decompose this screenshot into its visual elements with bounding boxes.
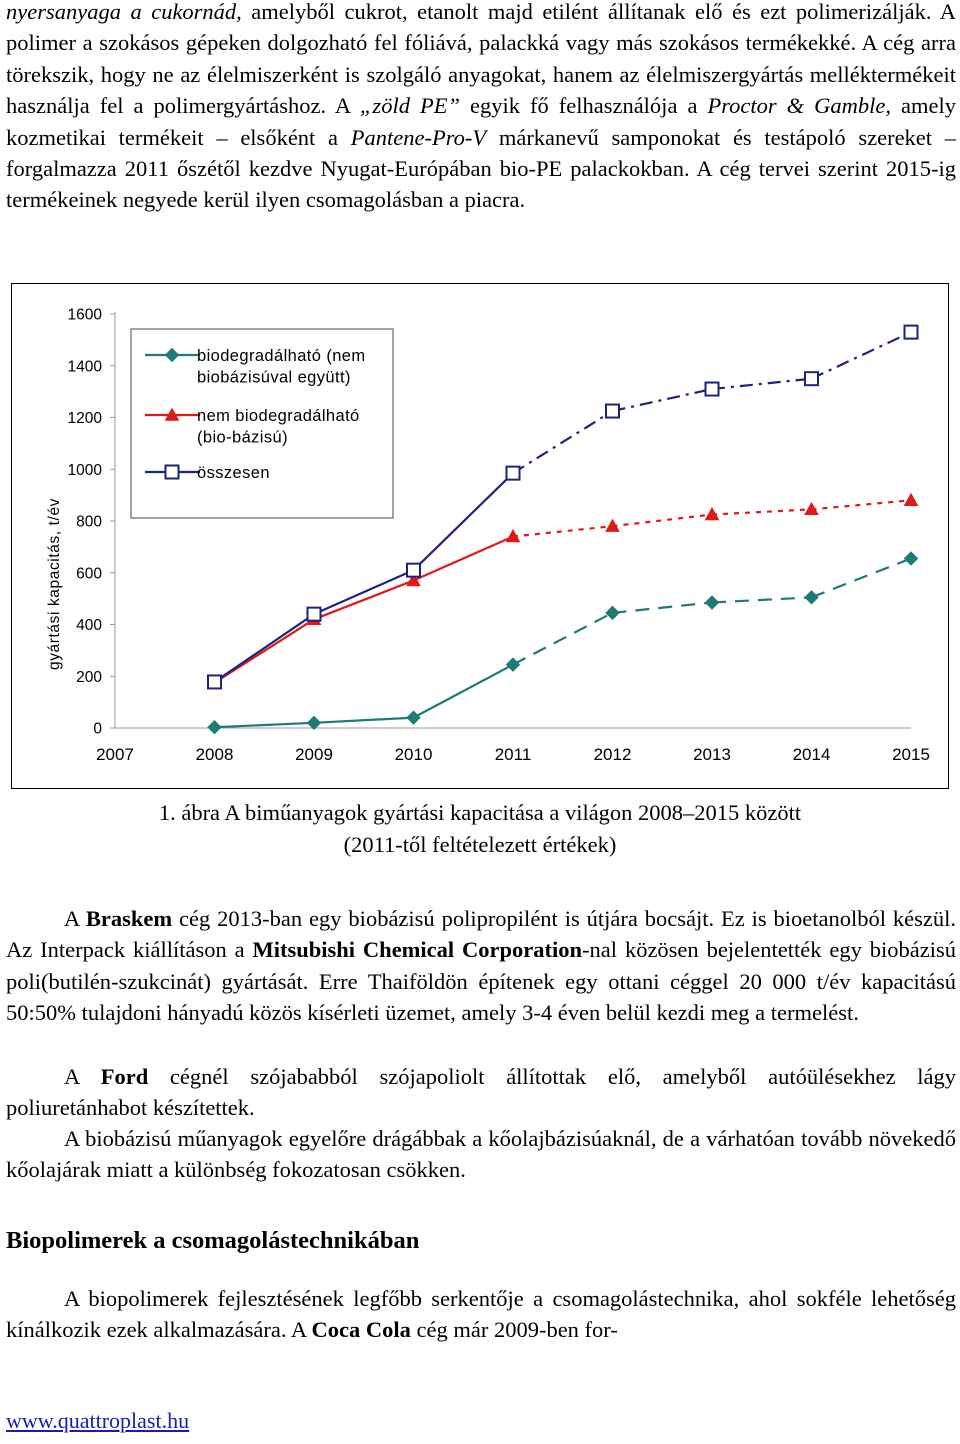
legend xyxy=(131,329,393,518)
p3-text-a: A xyxy=(64,1064,101,1089)
y-tick-label: 1000 xyxy=(67,461,102,479)
y-tick-label: 400 xyxy=(76,617,102,634)
series-segment xyxy=(513,613,613,665)
p2-mitsubishi: Mitsubishi Chemical Corporation xyxy=(252,937,583,963)
intro-text-2: egyik fő felhasználója a xyxy=(459,93,708,119)
x-tick-label: 2012 xyxy=(593,745,632,764)
series-segment xyxy=(812,332,912,379)
series-segment xyxy=(613,515,713,527)
series-segment xyxy=(613,603,713,613)
paragraph-price: A biobázisú műanyagok egyelőre drágábbak a kőolajbázisúaknál, de a várhatóan tovább növekedő kőolajárak miatt a különbség fokozatosan csökken. xyxy=(6,1126,956,1183)
series-segment xyxy=(513,526,613,536)
diamond-marker xyxy=(905,552,918,565)
intro-italic-start: nyersanyaga a cukornád, xyxy=(6,0,242,24)
y-tick-label: 1400 xyxy=(67,358,102,376)
diamond-marker xyxy=(208,721,221,734)
intro-text-1: amelyből cukrot, etanolt majd etilént állítanak elő és ezt polimerizálják. A polimer a szokásos gépeken dolgozható fel fóliává, palackká vagy más szokásos termékekké. A cég arra törekszik, hogy ne az élelmiszerként is szolgáló anyagokat, hanem az élelmiszergyártás melléktermékeit használja fel a polimergyártáshoz. A xyxy=(6,0,956,119)
series-segment xyxy=(215,723,315,727)
square-marker xyxy=(308,608,321,621)
diamond-marker xyxy=(805,591,818,604)
series-segment xyxy=(613,389,713,411)
p5-text-a: A biopolimerek fejlesztésének legfőbb serkentője a csomagolástechnika, ahol sokféle lehetőség kínálkozik ezek alkalmazására. A xyxy=(6,1286,956,1343)
series-segment xyxy=(314,718,414,723)
x-tick-label: 2010 xyxy=(394,745,433,764)
y-axis-label: gyártási kapacitás, t/év xyxy=(46,497,63,671)
y-tick-label: 0 xyxy=(93,720,102,738)
square-marker xyxy=(805,372,818,385)
p5-text-c: cég már 2009-ben for- xyxy=(410,1317,618,1343)
square-marker xyxy=(166,466,179,479)
series-segment xyxy=(812,500,912,509)
p3-ford: Ford xyxy=(100,1064,149,1089)
series-segment xyxy=(513,411,613,473)
capacity-line-chart xyxy=(12,284,950,790)
figure-caption-line2: (2011-től feltételezett értékek) xyxy=(343,832,617,857)
intro-paragraph xyxy=(6,0,956,216)
square-marker xyxy=(407,564,420,577)
x-tick-label: 2008 xyxy=(195,745,234,764)
x-tick-label: 2015 xyxy=(892,745,930,764)
paragraph-packaging xyxy=(6,1283,956,1346)
diamond-marker xyxy=(308,716,321,729)
legend-label: biobázisúval együtt) xyxy=(197,368,351,387)
series-segment xyxy=(712,379,812,389)
series-segment xyxy=(712,509,812,514)
square-marker xyxy=(606,405,619,418)
x-axis xyxy=(96,728,930,764)
paragraph-braskem xyxy=(6,903,956,1029)
legend-label: (bio-bázisú) xyxy=(197,428,288,447)
series-segment xyxy=(712,597,812,602)
intro-zold-pe: „zöld PE” xyxy=(359,93,460,119)
square-marker xyxy=(507,467,520,480)
legend-label: biodegradálható (nem xyxy=(197,347,366,365)
series-segment xyxy=(314,570,414,614)
p2-text-e: -nal közösen bejelentették egy biobázisú poli(butilén-szukcinát) gyártását. Erre Thaiföldön építenek egy ottani céggel 20 000 t/év kapacitású 50:50% tulajdoni hányadú közös kísérleti üzemet, amely 3-4 éven belül kezdi meg a termelést. xyxy=(6,937,957,1026)
p2-braskem: Braskem xyxy=(85,906,173,931)
p2-text-a: A xyxy=(64,906,86,931)
p3-text-c: cégnél szójababból szójapoliolt állítottak elő, amelyből autóülésekhez lágy poliuretánhabot készítettek. xyxy=(6,1064,956,1121)
series-segment xyxy=(215,614,315,682)
legend-label: nem biodegradálható xyxy=(197,407,360,425)
p5-coca-cola: Coca Cola xyxy=(311,1317,411,1343)
diamond-marker xyxy=(706,596,719,609)
section-heading: Biopolimerek a csomagolástechnikában xyxy=(6,1227,420,1254)
series-segment xyxy=(215,619,315,682)
paragraph-ford xyxy=(6,1061,956,1124)
y-axis xyxy=(68,307,115,738)
series-segment xyxy=(414,665,514,718)
triangle-marker xyxy=(905,494,918,506)
x-tick-label: 2007 xyxy=(96,745,134,764)
intro-proctor-gamble: Proctor & Gamble xyxy=(707,93,886,119)
legend-label: összesen xyxy=(197,464,270,482)
chart-frame xyxy=(11,283,949,789)
intro-text-4: márkanevű samponokat és testápoló szereket – forgalmazza 2011 őszétől kezdve Nyugat-Európában bio-PE palackokban. A cég tervei szerint 2015-ig termékeinek negyede kerül ilyen csomagolásban a piacra. xyxy=(6,124,957,213)
diamond-marker xyxy=(606,606,619,619)
x-tick-label: 2013 xyxy=(693,745,731,764)
square-marker xyxy=(905,326,918,339)
y-tick-label: 1600 xyxy=(67,306,102,324)
series-segment xyxy=(314,581,414,620)
p2-text-c: cég 2013-ban egy biobázisú polipropilént is útjára bocsájt. Ez is bioetanolból készül. Az Interpack kiállításon a xyxy=(6,906,956,963)
diamond-marker xyxy=(507,658,520,671)
series-segment xyxy=(812,559,912,598)
figure-caption-line1: 1. ábra A biműanyagok gyártási kapacitása a világon 2008–2015 között xyxy=(158,800,802,825)
y-tick-label: 200 xyxy=(76,668,102,686)
y-tick-label: 800 xyxy=(76,513,102,531)
series-diamond xyxy=(208,552,918,734)
x-tick-label: 2009 xyxy=(295,745,333,764)
y-tick-label: 1200 xyxy=(67,410,102,427)
intro-text-3: , amely kozmetikai termékeit – elsőként a xyxy=(6,93,957,150)
square-marker xyxy=(706,383,719,396)
x-tick-label: 2011 xyxy=(494,745,532,764)
series-segment xyxy=(414,537,514,581)
square-marker xyxy=(208,675,221,688)
intro-pantene: Pantene-Pro-V xyxy=(350,124,487,150)
footer-website-link[interactable]: www.quattroplast.hu xyxy=(6,1408,190,1433)
series-segment xyxy=(414,473,514,570)
x-tick-label: 2014 xyxy=(792,745,831,764)
diamond-marker xyxy=(407,711,420,724)
y-tick-label: 600 xyxy=(76,565,102,583)
